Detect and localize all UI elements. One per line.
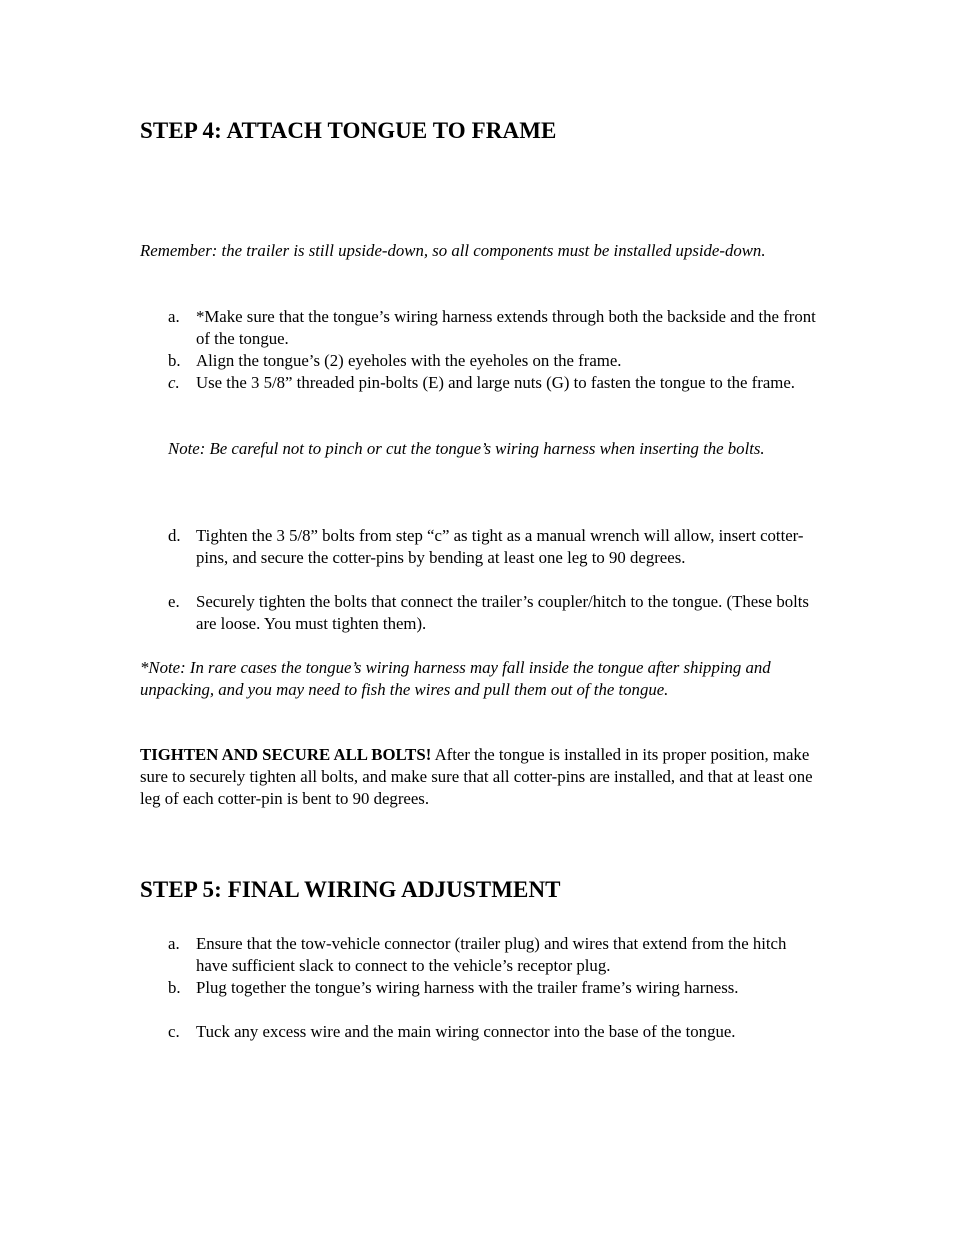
list-item-text: Securely tighten the bolts that connect the trailer’s coupler/hitch to the tongue. (These bolts are loose. You must tighten them). xyxy=(196,592,809,633)
list-item-text: Tighten the 3 5/8” bolts from step “c” as tight as a manual wrench will allow, insert cotter-pins, and secure the cotter-pins by bending at least one leg to 90 degrees. xyxy=(196,526,804,567)
step4-heading: STEP 4: ATTACH TONGUE TO FRAME xyxy=(140,118,557,143)
list-item-text: Use the 3 5/8” threaded pin-bolts (E) and large nuts (G) to fasten the tongue to the frame. xyxy=(196,373,795,392)
list-item-text: Plug together the tongue’s wiring harness with the trailer frame’s wiring harness. xyxy=(196,978,739,997)
step5-item-a xyxy=(168,933,818,977)
warning-bold-text: TIGHTEN AND SECURE ALL BOLTS! xyxy=(140,745,432,764)
list-marker: a. xyxy=(168,934,180,953)
step4-item-e xyxy=(168,591,818,635)
list-item-text: Ensure that the tow-vehicle connector (trailer plug) and wires that extend from the hitch have sufficient slack to connect to the vehicle’s receptor plug. xyxy=(196,934,787,975)
step4-warning xyxy=(140,744,820,810)
step4-item-d xyxy=(168,525,818,569)
step5-item-b xyxy=(168,977,818,999)
list-marker: c. xyxy=(168,373,180,392)
list-marker: e. xyxy=(168,592,180,611)
step4-intro: Remember: the trailer is still upside-down, so all components must be installed upside-down. xyxy=(140,241,766,260)
list-item-text: Tuck any excess wire and the main wiring connector into the base of the tongue. xyxy=(196,1022,736,1041)
warning-body-text: After the tongue is installed in its proper position, make sure to securely tighten all bolts, and make sure that all cotter-pins are installed, and that at least one leg of each cotter-pin is bent to 90 degrees. xyxy=(140,745,813,808)
list-item-text: Align the tongue’s (2) eyeholes with the eyeholes on the frame. xyxy=(196,351,622,370)
step4-footnote: *Note: In rare cases the tongue’s wiring harness may fall inside the tongue after shipping and unpacking, and you may need to fish the wires and pull them out of the tongue. xyxy=(140,658,771,699)
list-marker: a. xyxy=(168,307,180,326)
step4-item-c xyxy=(168,372,818,394)
list-marker: d. xyxy=(168,526,181,545)
step4-note: Note: Be careful not to pinch or cut the tongue’s wiring harness when inserting the bolts. xyxy=(168,439,765,458)
step5-item-c xyxy=(168,1021,818,1043)
list-marker: b. xyxy=(168,978,181,997)
list-marker: b. xyxy=(168,351,181,370)
step4-item-b xyxy=(168,350,818,372)
step5-heading: STEP 5: FINAL WIRING ADJUSTMENT xyxy=(140,877,561,902)
step4-item-a xyxy=(168,306,818,350)
list-marker: c. xyxy=(168,1022,180,1041)
list-item-text: *Make sure that the tongue’s wiring harness extends through both the backside and the front of the tongue. xyxy=(196,307,816,348)
